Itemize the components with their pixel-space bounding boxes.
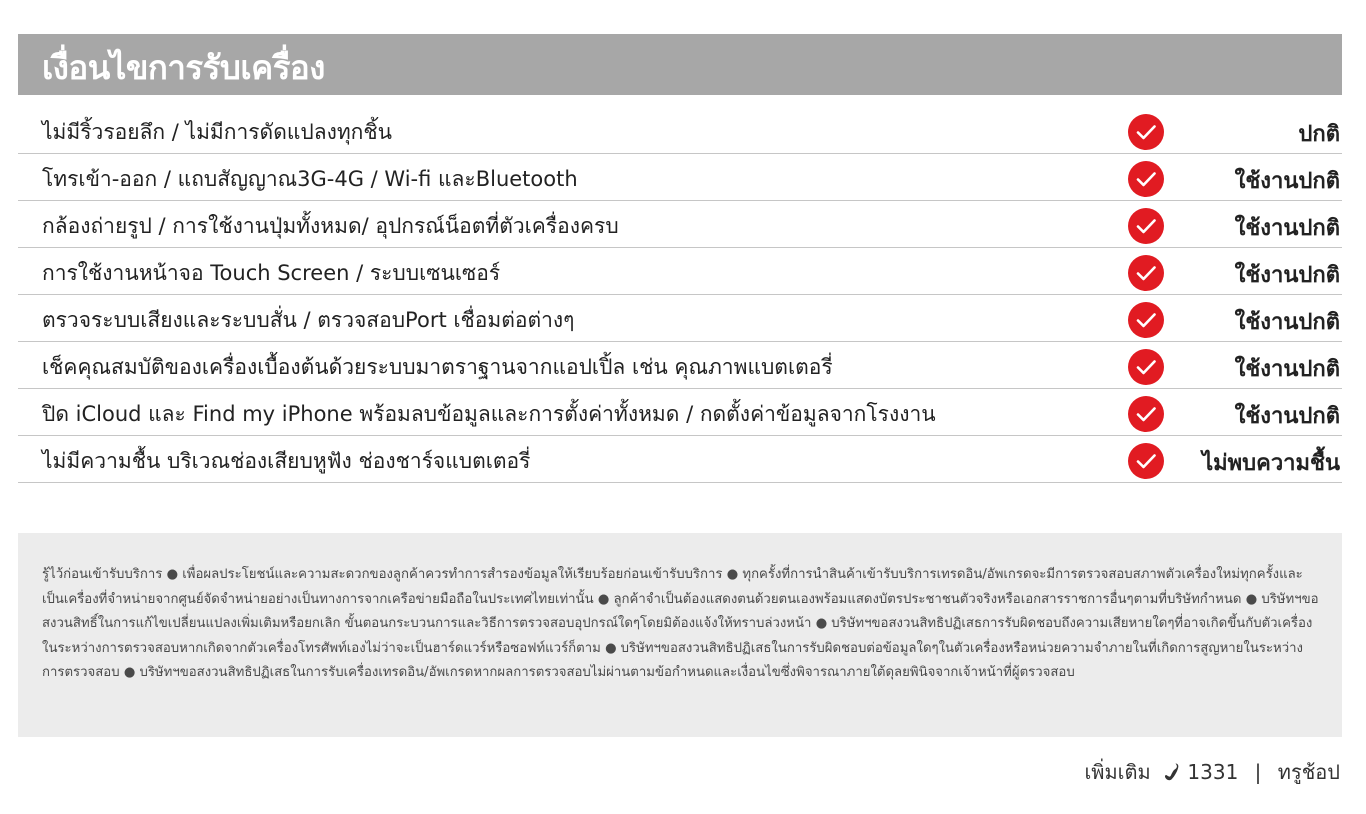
condition-label: เช็คคุณสมบัติของเครื่องเบื้องต้นด้วยระบบมาตราฐานจากแอปเปิ้ล เช่น คุณภาพแบตเตอรี่ — [42, 355, 833, 379]
condition-row — [18, 201, 1342, 248]
condition-label: ไม่มีริ้วรอยลึก / ไม่มีการดัดแปลงทุกชิ้น — [42, 120, 392, 144]
condition-status: ใช้งานปกติ — [1234, 263, 1340, 288]
condition-label: กล้องถ่ายรูป / การใช้งานปุ่มทั้งหมด/ อุปกรณ์น็อตที่ตัวเครื่องครบ — [42, 214, 619, 238]
condition-status: ใช้งานปกติ — [1234, 169, 1340, 194]
contact-footer — [1084, 756, 1340, 791]
condition-status: ใช้งานปกติ — [1234, 216, 1340, 241]
check-circle-icon — [1128, 443, 1164, 479]
condition-row — [18, 342, 1342, 389]
conditions-header — [18, 34, 1342, 95]
condition-label: ไม่มีความชื้น บริเวณช่องเสียบหูฟัง ช่องชาร์จแบตเตอรี่ — [42, 449, 531, 473]
condition-label: ปิด iCloud และ Find my iPhone พร้อมลบข้อมูลและการตั้งค่าทั้งหมด / กดตั้งค่าข้อมูลจากโรงงาน — [42, 402, 936, 426]
check-circle-icon — [1128, 349, 1164, 385]
condition-row — [18, 389, 1342, 436]
footer-separator: | — [1254, 760, 1262, 784]
condition-row — [18, 436, 1342, 483]
page-title: เงื่อนไขการรับเครื่อง — [42, 48, 325, 87]
check-circle-icon — [1128, 302, 1164, 338]
condition-label: ตรวจระบบเสียงและระบบสั่น / ตรวจสอบPort เชื่อมต่อต่างๆ — [42, 308, 575, 332]
terms-notes-box — [18, 533, 1342, 737]
conditions-list — [18, 107, 1342, 483]
more-info-label: เพิ่มเติม — [1084, 760, 1151, 784]
check-circle-icon — [1128, 161, 1164, 197]
condition-row — [18, 295, 1342, 342]
condition-status: ใช้งานปกติ — [1234, 357, 1340, 382]
phone-number: 1331 — [1187, 760, 1239, 784]
condition-status: ปกติ — [1298, 122, 1340, 147]
check-circle-icon — [1128, 114, 1164, 150]
terms-notes-text: รู้ไว้ก่อนเข้ารับบริการ ● เพื่อผลประโยชน์และความสะดวกของลูกค้าควรทำการสำรองข้อมูลให้เรียบร้อยก่อนเข้ารับบริการ ● ทุกครั้งที่การนำสินค้าเข้ารับบริการเทรดอิน/อัพเกรดจะมีการตรวจสอบสภาพตัวเครื่องใหม่ทุกครั้งและเป็นเครื่องที่จำหน่ายจากศูนย์จัดจำหน่ายอย่างเป็นทางการจากเครือข่ายมือถือในประเทศไทยเท่านั้น ● ลูกค้าจำเป็นต้องแสดงตนด้วยตนเองพร้อมแสดงบัตรประชาชนตัวจริงหรือเอกสารราชการอื่นๆตามที่บริษัทกำหนด ● บริษัทฯขอสงวนสิทธิ์ในการแก้ไขเปลี่ยนแปลงเพิ่มเติมหรือยกเลิก ขั้นตอนกระบวนการและวิธีการตรวจสอบอุปกรณ์ใดๆโดยมิต้องแจ้งให้ทราบล่วงหน้า ● บริษัทฯขอสงวนสิทธิปฏิเสธการรับผิดชอบถึงความเสียหายใดๆที่อาจเกิดขึ้นกับตัวเครื่องในระหว่างการตรวจสอบหากเกิดจากตัวเครื่องโทรศัพท์เองไม่ว่าจะเป็นฮาร์ดแวร์หรือซอฟท์แวร์ก็ตาม ● บริษัทฯขอสงวนสิทธิปฏิเสธในการรับผิดชอบต่อข้อมูลใดๆในตัวเครื่องหรือหน่วยความจำภายในที่เกิดการสูญหายในระหว่างการตรวจสอบ ● บริษัทฯขอสงวนสิทธิปฏิเสธในการรับเครื่องเทรดอิน/อัพเกรดหากผลการตรวจสอบไม่ผ่านตามข้อกำหนดและเงื่อนไขซึ่งพิจารณาภายใต้ดุลยพินิจจากเจ้าหน้าที่ผู้ตรวจสอบ — [42, 567, 1319, 680]
brand-name: ทรูช้อป — [1277, 760, 1340, 784]
condition-status: ใช้งานปกติ — [1234, 404, 1340, 429]
condition-status: ใช้งานปกติ — [1234, 310, 1340, 335]
condition-row — [18, 248, 1342, 295]
phone-icon — [1163, 759, 1179, 791]
check-circle-icon — [1128, 255, 1164, 291]
check-circle-icon — [1128, 396, 1164, 432]
condition-label: การใช้งานหน้าจอ Touch Screen / ระบบเซนเซอร์ — [42, 261, 501, 285]
condition-row — [18, 107, 1342, 154]
condition-label: โทรเข้า-ออก / แถบสัญญาณ3G-4G / Wi-fi และBluetooth — [42, 167, 578, 191]
condition-row — [18, 154, 1342, 201]
check-circle-icon — [1128, 208, 1164, 244]
condition-status: ไม่พบความชื้น — [1202, 451, 1340, 476]
